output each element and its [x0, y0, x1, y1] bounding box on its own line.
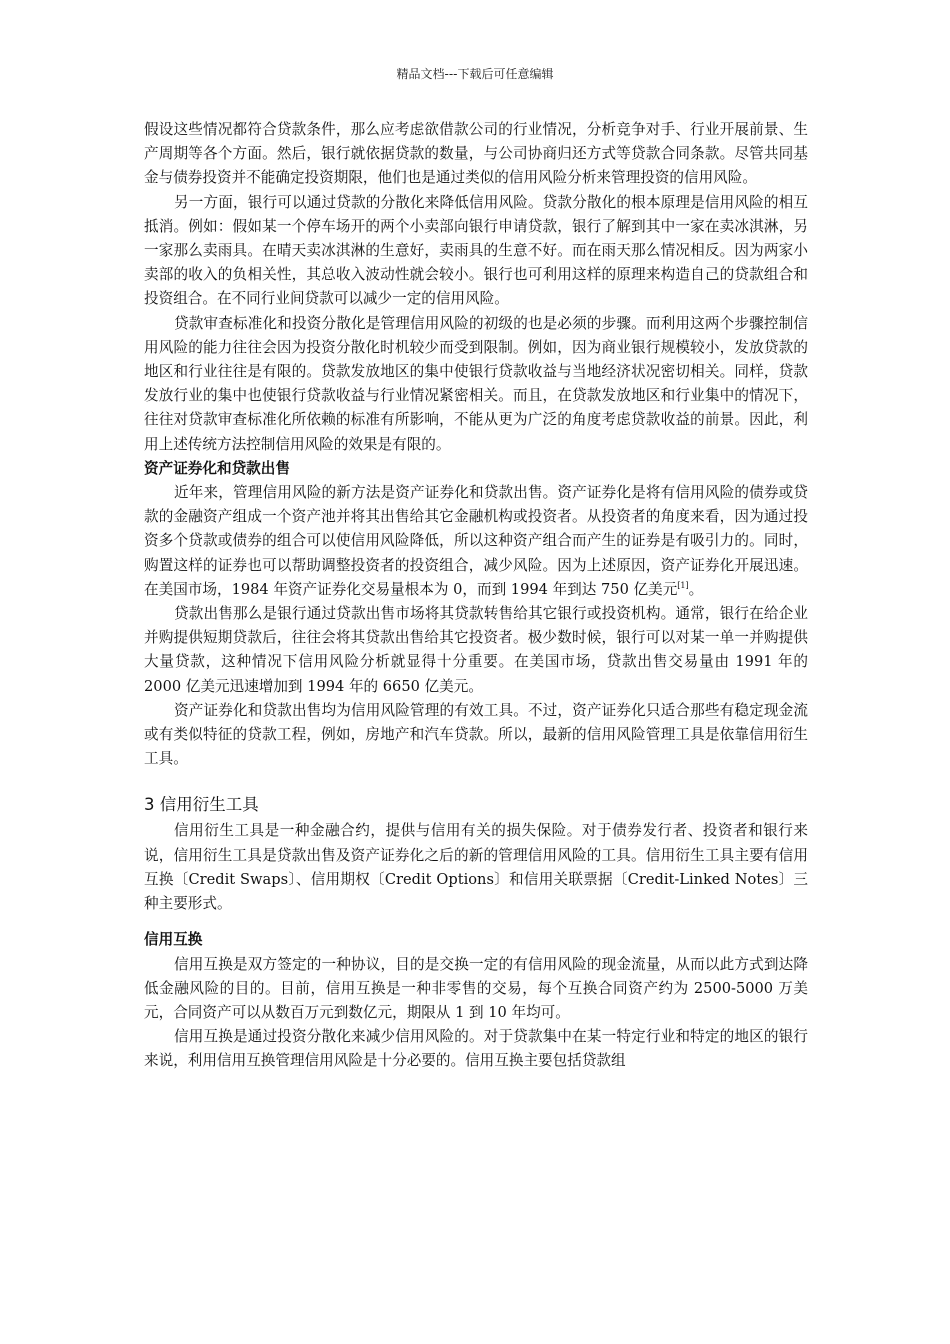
paragraph: 信用互换是通过投资分散化来减少信用风险的。对于贷款集中在某一特定行业和特定的地区的银行来说，利用信用互换管理信用风险是十分必要的。信用互换主要包括贷款组 — [144, 1028, 808, 1070]
spacer — [144, 771, 808, 791]
page-header: 精品文档---下载后可任意编辑 — [396, 67, 554, 81]
citation-reference: [1] — [677, 580, 689, 590]
paragraph-text: 近年来，管理信用风险的新方法是资产证券化和贷款出售。资产证券化是将有信用风险的债券或贷款的金融资产组成一个资产池并将其出售给其它金融机构或投资者。从投资者的角度来看，因为通过投资多个贷款或债券的组合可以使信用风险降低，所以这种资产组合而产生的证券是有吸引力的。同时，购置这样的证券也可以帮助调整投资者的投资组合，减少风险。因为上述原因，资产证券化开展迅速。在美国市场，1984 年资产证券化交易量根本为 0，而到 1994 年到达 750 亿美元 — [144, 484, 808, 598]
subsection-heading-credit-swap: 信用互换 — [144, 931, 203, 949]
paragraph: 贷款出售那么是银行通过贷款出售市场将其贷款转售给其它银行或投资机构。通常，银行在给企业并购提供短期贷款后，往往会将其贷款出售给其它投资者。极少数时候，银行可以对某一单一并购提供大量贷款，这种情况下信用风险分析就显得十分重要。在美国市场，贷款出售交易量由 1991 年的 2000 亿美元迅速增加到 1994 年的 6650 亿美元。 — [144, 605, 808, 695]
paragraph: 信用衍生工具是一种金融合约，提供与信用有关的损失保险。对于债券发行者、投资者和银行来说，信用衍生工具是贷款出售及资产证券化之后的新的管理信用风险的工具。信用衍生工具主要有信用互换〔Credit Swaps〕、信用期权〔Credit Options〕和信用关联票据〔Credit-Linked Notes〕三种主要形式。 — [144, 822, 808, 913]
document-body — [144, 118, 808, 1074]
paragraph: 资产证券化和贷款出售均为信用风险管理的有效工具。不过，资产证券化只适合那些有稳定现金流或有类似特征的贷款工程，例如，房地产和汽车贷款。所以，最新的信用风险管理工具是依靠信用衍生工具。 — [144, 701, 808, 768]
subsection-heading-securitization: 资产证券化和贷款出售 — [144, 459, 290, 477]
section-heading-credit-derivatives: 3 信用衍生工具 — [144, 795, 259, 815]
paragraph — [144, 481, 808, 602]
paragraph: 信用互换是双方签定的一种协议，目的是交换一定的有信用风险的现金流量，从而以此方式到达降低金融风险的目的。目前，信用互换是一种非零售的交易，每个互换合同资产约为 2500-5000 万美元，合同资产可以从数百万元到数亿元，期限从 1 到 10 年均可。 — [144, 955, 808, 1021]
paragraph: 贷款审查标准化和投资分散化是管理信用风险的初级的也是必须的步骤。而利用这两个步骤控制信用风险的能力往往会因为投资分散化时机较少而受到限制。例如，因为商业银行规模较小，发放贷款的地区和行业往往是有限的。贷款发放地区的集中使银行贷款收益与当地经济状况密切相关。同样，贷款发放行业的集中也使银行贷款收益与行业情况紧密相关。而且，在贷款发放地区和行业集中的情况下，往往对贷款审查标准化所依赖的标准有所影响，不能从更为广泛的角度考虑贷款收益的前景。因此，利用上述传统方法控制信用风险的效果是有限的。 — [144, 314, 808, 453]
paragraph-text-end: 。 — [688, 580, 704, 598]
spacer — [144, 916, 808, 928]
paragraph: 另一方面，银行可以通过贷款的分散化来降低信用风险。贷款分散化的根本原理是信用风险的相互抵消。例如：假如某一个停车场开的两个小卖部向银行申请贷款，银行了解到其中一家在卖冰淇淋，另一家那么卖雨具。在晴天卖冰淇淋的生意好，卖雨具的生意不好。而在雨天那么情况相反。因为两家小卖部的收入的负相关性，其总收入波动性就会较小。银行也可利用这样的原理来构造自己的贷款组合和投资组合。在不同行业间贷款可以减少一定的信用风险。 — [144, 193, 808, 308]
paragraph: 假设这些情况都符合贷款条件，那么应考虑欲借款公司的行业情况，分析竞争对手、行业开展前景、生产周期等各个方面。然后，银行就依据贷款的数量，与公司协商归还方式等贷款合同条款。尽管共同基金与债券投资并不能确定投资期限，他们也是通过类似的信用风险分析来管理投资的信用风险。 — [144, 121, 808, 187]
